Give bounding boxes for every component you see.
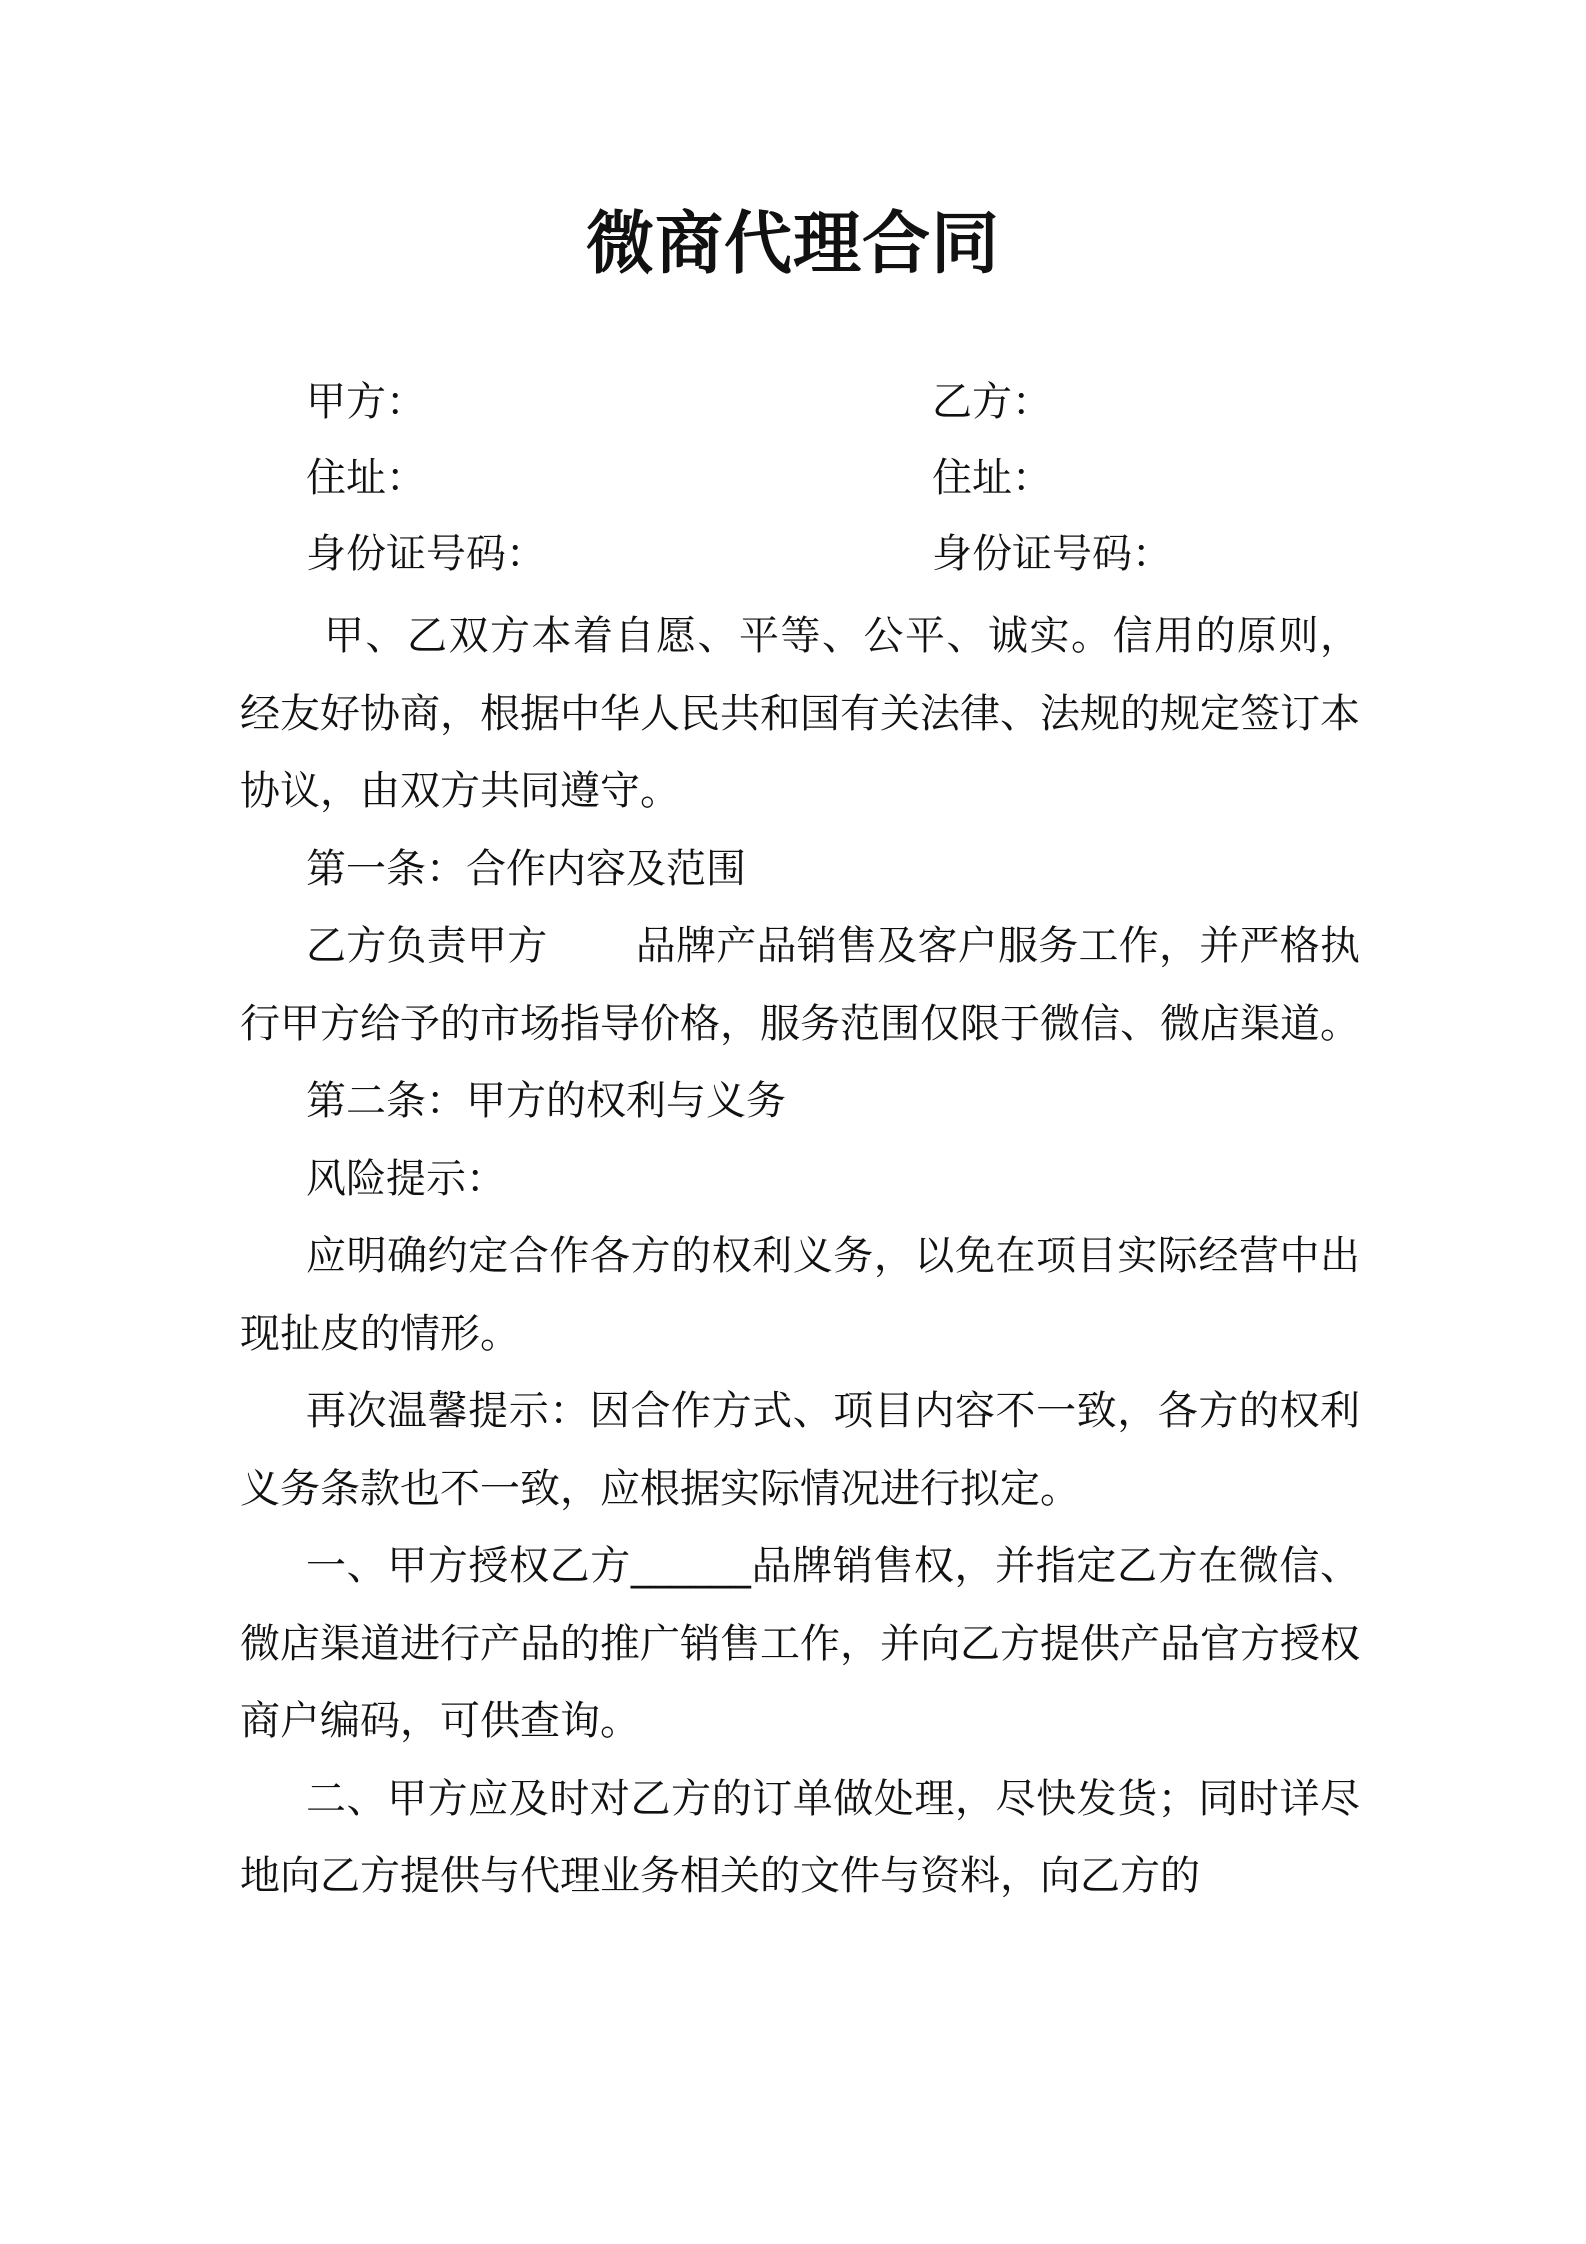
contract-body: [240, 598, 1360, 1916]
contract-title: 微商代理合同: [585, 205, 1000, 284]
address-a-label: 住址：: [306, 455, 426, 501]
address-b-label: 住址：: [932, 455, 1052, 501]
clause-2-paragraph: 二、甲方应及时对乙方的订单做处理，尽快发货；同时详尽地向乙方提供与代理业务相关的文件与资料，向乙方的: [240, 1775, 1360, 1899]
id-a-label: 身份证号码：: [306, 531, 546, 577]
article-1-text-end: 品牌产品销售及客户服务工作，并严格执行甲方给予的市场指导价格，服务范围仅限于微信、微店渠道。: [240, 923, 1360, 1047]
article-1-paragraph: [240, 908, 1360, 1063]
risk-paragraph: 应明确约定合作各方的权利义务，以免在项目实际经营中出现扯皮的情形。: [240, 1233, 1360, 1357]
risk-label: 风险提示：: [306, 1155, 506, 1202]
article-1-heading: 第一条：合作内容及范围: [306, 845, 746, 892]
id-number-row: [306, 524, 1356, 584]
clause-1-paragraph: 一、甲方授权乙方______品牌销售权，并指定乙方在微信、微店渠道进行产品的推广销售工作，并向乙方提供产品官方授权商户编码，可供查询。: [240, 1543, 1360, 1744]
id-b-label: 身份证号码：: [932, 531, 1172, 577]
party-a-label: 甲方：: [306, 379, 426, 425]
article-2-heading: 第二条：甲方的权利与义务: [306, 1078, 786, 1124]
reminder-paragraph: 再次温馨提示：因合作方式、项目内容不一致，各方的权利义务条款也不一致，应根据实际情况进行拟定。: [240, 1388, 1360, 1512]
address-row: [306, 448, 1356, 508]
article-1-text-start: 乙方负责甲方: [306, 923, 548, 969]
preamble-paragraph: 甲、乙双方本着自愿、平等、公平、诚实。信用的原则，经友好协商，根据中华人民共和国有关法律、法规的规定签订本协议，由双方共同遵守。: [240, 613, 1360, 814]
party-row: [306, 372, 1356, 432]
party-b-label: 乙方：: [932, 379, 1052, 425]
